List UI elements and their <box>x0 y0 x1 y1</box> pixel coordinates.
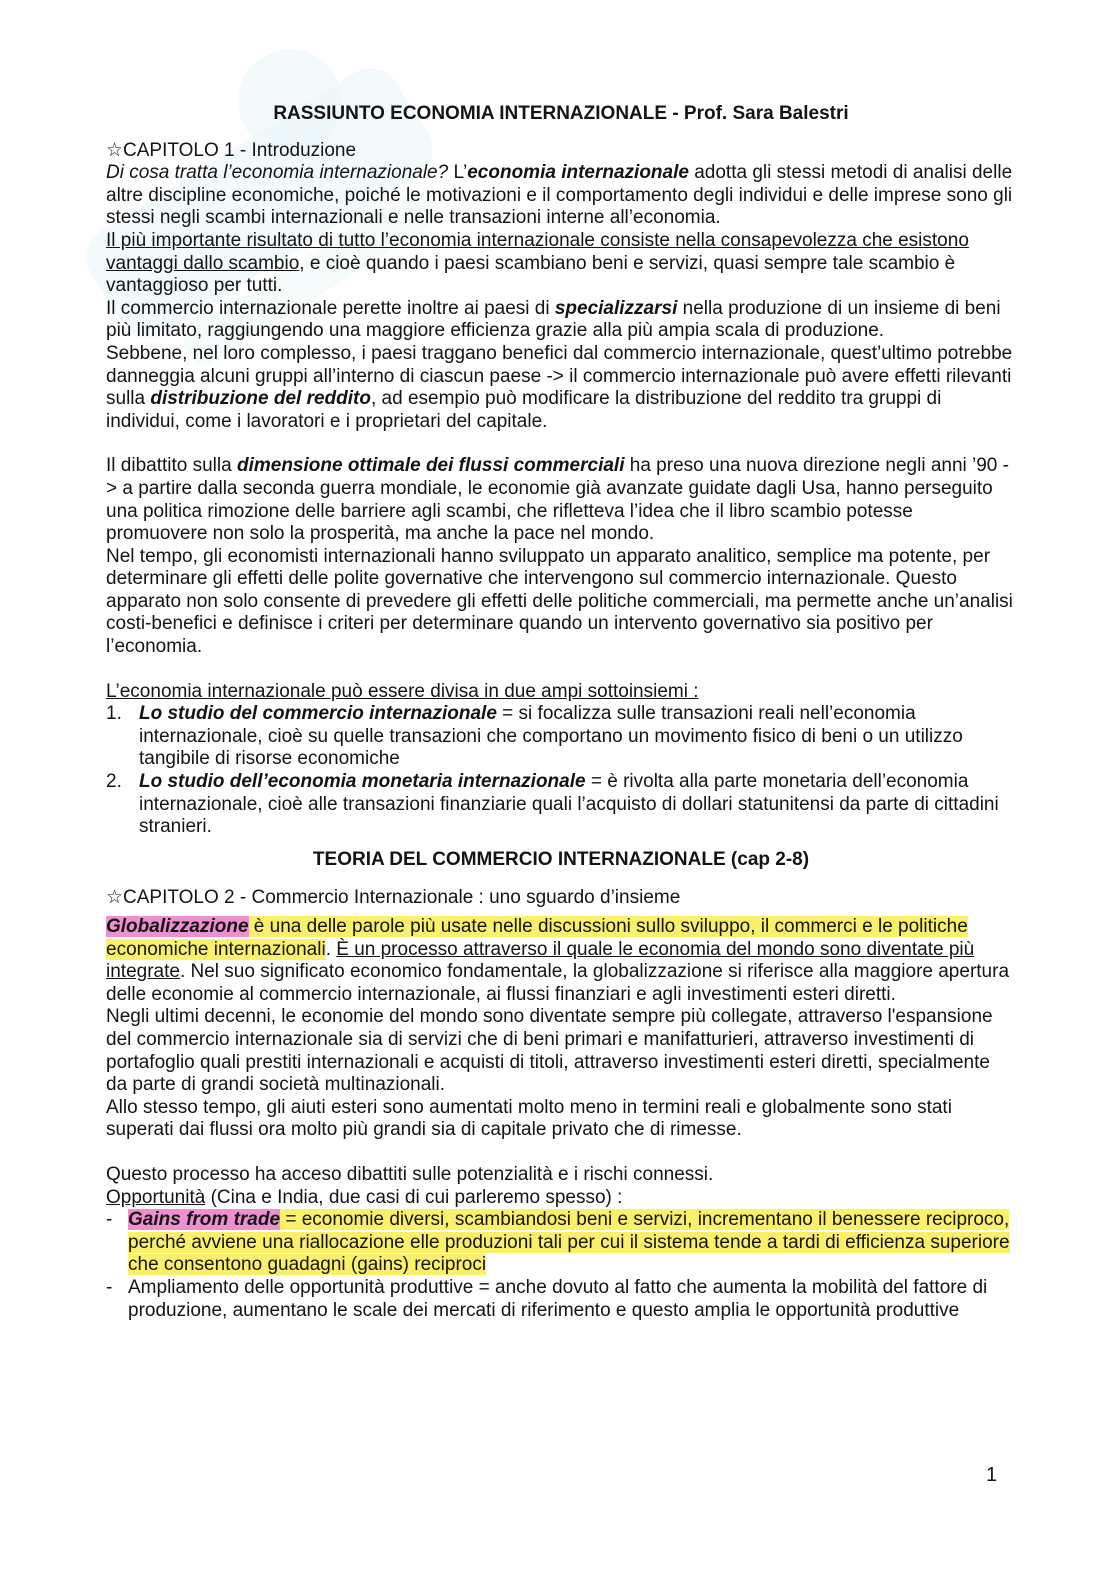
highlighted-text: = economie diversi, scambiandosi beni e servizi, incrementano il benessere reciproco, perché avviene una riallocazione elle produzioni tali per cui il sistema tende a tardi di efficienza superiore che consentono guadagni (gains) reciproci <box>128 1209 1010 1276</box>
list-item <box>106 703 1016 771</box>
chapter-1-paragraph-7: L’economia internazionale può essere divisa in due ampi sottoinsiemi : <box>106 680 699 702</box>
chapter-1-paragraph-1 <box>106 162 1016 230</box>
text-span: adotta gli stessi metodi di analisi delle altre discipline economiche, poiché le motivazioni e il comportamento degli individui e delle imprese sono gli stessi negli scambi internazionali e nelle transazioni interne all’economia. <box>106 162 1013 229</box>
key-term: specializzarsi <box>554 297 678 319</box>
underlined-text: Opportunità <box>106 1186 206 1208</box>
subsets-list <box>106 703 1016 839</box>
list-number: 2. <box>106 771 122 793</box>
list-number: 1. <box>106 703 122 725</box>
document-content <box>106 103 1016 1322</box>
text-span: (Cina e India, due casi di cui parleremo spesso) : <box>205 1186 623 1208</box>
chapter-2-paragraph-4: Questo processo ha acceso dibattiti sulle potenzialità e i rischi connessi. <box>106 1163 714 1185</box>
text-span: Sebbene, nel loro complesso, i paesi traggano benefici dal commercio internazionale, quest’ultimo potrebbe danneggia alcuni gruppi all’interno di ciascun paese -> il commercio internazionale può avere effetti rilevanti sulla <box>106 342 1013 410</box>
text-span: , ad esempio può modificare la distribuzione del reddito tra gruppi di individui, come i lavoratori e i proprietari del capitale. <box>106 388 942 432</box>
chapter-1-paragraph-3 <box>106 298 1016 343</box>
key-term: distribuzione del reddito <box>150 388 371 410</box>
opportunities-heading <box>106 1187 1016 1210</box>
opportunities-list <box>106 1209 1016 1322</box>
text-span: . <box>325 938 337 960</box>
spacer <box>106 659 1016 681</box>
text-span: . Nel suo significato economico fondamentale, la globalizzazione si riferisce alla maggiore apertura delle economie al commercio internazionale, ai flussi finanziari e agli investimenti esteri diretti. <box>106 961 1010 1005</box>
text-span: , e cioè quando i paesi scambiano beni e servizi, quasi sempre tale scambio è vantaggioso per tutti. <box>106 252 956 297</box>
key-term-highlighted: Gains from trade <box>128 1209 281 1231</box>
chapter-2-paragraph-2: Negli ultimi decenni, le economie del mondo sono diventate sempre più collegate, attraverso l'espansione del commercio internazionale sia di servizi che di beni primari e manifatturieri, attraverso investimenti di portafoglio quali prestiti internazionali e acquisti di titoli, attraverso investimenti esteri diretti, specialmente da parte di grandi società multinazionali. <box>106 1006 993 1096</box>
chapter-1-paragraph-2 <box>106 230 1016 298</box>
text-span: Il commercio internazionale perette inoltre ai paesi di <box>106 297 555 319</box>
key-term: Lo studio dell’economia monetaria internazionale <box>139 771 586 793</box>
spacer <box>106 1142 1016 1164</box>
key-term: economia internazionale <box>467 162 689 184</box>
chapter-1-paragraph-6: Nel tempo, gli economisti internazionali hanno sviluppato un apparato analitico, semplice ma potente, per determinare gli effetti delle polite governative che intervengono sul commercio internazionale. Questo apparato non solo consente di prevedere gli effetti delle politiche commerciali, ma permette anche un’analisi costi-benefici e definisce i criteri per determinare quando un intervento governativo sia positivo per l’economia. <box>106 545 1013 658</box>
list-dash: - <box>106 1209 113 1231</box>
text-span: = è rivolta alla parte monetaria dell’economia internazionale, cioè alle transazioni finanziarie quali l’acquisto di dollari statunitensi da parte di cittadini stranieri. <box>139 771 999 838</box>
chapter-2-paragraph-1 <box>106 916 1016 1006</box>
key-term: Lo studio del commercio internazionale <box>139 703 497 725</box>
key-term-highlighted: Globalizzazione <box>106 916 249 937</box>
spacer <box>106 433 1016 455</box>
text-span: ha preso una nuova direzione negli anni ’90 -> a partire dalla seconda guerra mondiale, le economie già avanzate guidate dagli Usa, hanno perseguito una politica rimozione delle barriere agli scambi, che rifletteva l’idea che il libro scambio potesse promuovere non solo la prosperità, ma anche la pace nel mondo. <box>106 455 1009 545</box>
list-item <box>106 771 1016 839</box>
question-text: Di cosa tratta l’economia internazionale? <box>106 162 449 184</box>
chapter-1-paragraph-4 <box>106 343 1016 433</box>
list-item <box>106 1277 1016 1322</box>
list-dash: - <box>106 1276 113 1298</box>
list-item <box>106 1209 1016 1277</box>
underlined-text: Il più importante risultato di tutto l’economia internazionale consiste nella consapevolezza che esistono vantaggi dallo scambio <box>106 229 969 274</box>
chapter-1-paragraph-5 <box>106 455 1016 545</box>
text-span: nella produzione di un insieme di beni più limitato, raggiungendo una maggiore efficienza grazie alla più ampia scala di produzione. <box>106 297 1001 342</box>
text-span: L’ <box>448 162 468 184</box>
section-title: TEORIA DEL COMMERCIO INTERNAZIONALE (cap 2-8) <box>312 848 810 870</box>
highlighted-text: è una delle parole più usate nelle discussioni sullo sviluppo, il commerci e le politiche economiche internazionali <box>106 916 968 960</box>
text-span: = si focalizza sulle transazioni reali nell’economia internazionale, cioè su quelle transazioni che comportano un movimento fisico di beni o un utilizzo tangibile di risorse economiche <box>139 703 963 770</box>
page-number: 1 <box>986 1464 998 1486</box>
chapter-1-heading: ☆CAPITOLO 1 - Introduzione <box>106 139 357 161</box>
chapter-2-paragraph-3: Allo stesso tempo, gli aiuti esteri sono aumentati molto meno in termini reali e globalmente sono stati superati dai flussi ora molto più grandi sia di capitale privato che di rimesse. <box>106 1096 952 1141</box>
key-term: dimensione ottimale dei flussi commerciali <box>236 455 625 477</box>
text-span: Il dibattito sulla <box>106 455 237 477</box>
document-title: RASSIUNTO ECONOMIA INTERNAZIONALE - Prof. Sara Balestri <box>273 103 849 124</box>
underlined-text: È un processo attraverso il quale le economia del mondo sono diventate più integrate <box>106 938 975 983</box>
chapter-2-heading: ☆CAPITOLO 2 - Commercio Internazionale : uno sguardo d’insieme <box>106 887 681 909</box>
text-span: Ampliamento delle opportunità produttive = anche dovuto al fatto che aumenta la mobilità del fattore di produzione, aumentano le scale dei mercati di riferimento e questo amplia le opportunità produttive <box>128 1276 988 1321</box>
